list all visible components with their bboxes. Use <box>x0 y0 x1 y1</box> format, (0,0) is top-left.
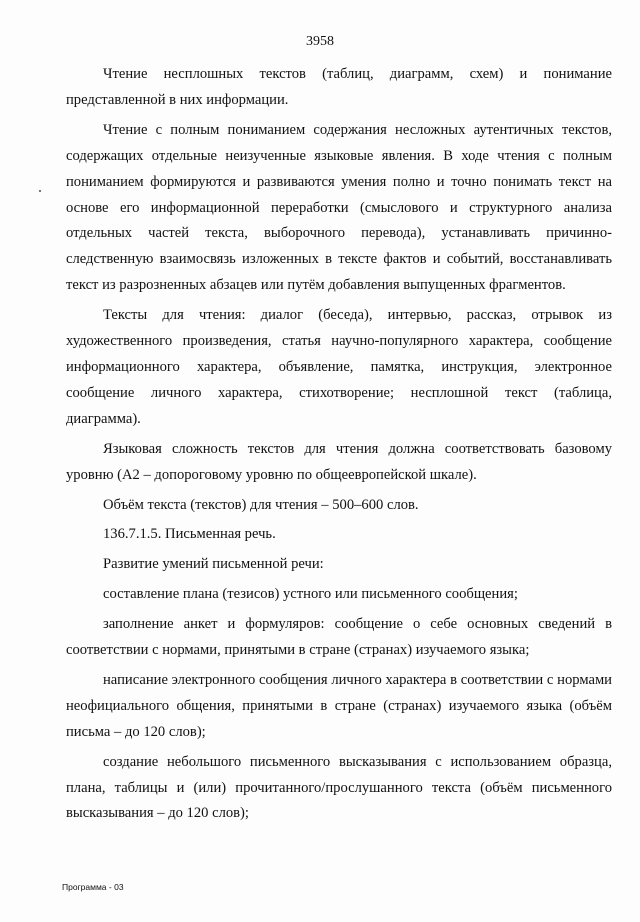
list-item-plan: составление плана (тезисов) устного или письменного сообщения; <box>103 586 518 603</box>
list-item-email: написание электронного сообщения личного характера в соответствии с нормами неофициального общения, принятыми в стране (странах) изучаемого языка (объём письма – до 120 слов); <box>66 671 612 740</box>
document-body <box>66 62 612 827</box>
section-heading-writing: 136.7.1.5. Письменная речь. <box>103 526 276 543</box>
paragraph-text-types: Тексты для чтения: диалог (беседа), интервью, рассказ, отрывок из художественного произведения, статья научно-популярного характера, сообщение информационного характера, объявление, памятка, инструкция, электронное сообщение личного характера, стихотворение; несплошной текст (таблица, диаграмма). <box>66 307 612 427</box>
paragraph-writing-skills: Развитие умений письменной речи: <box>103 556 324 573</box>
list-item-written-statement: создание небольшого письменного высказывания с использованием образца, плана, таблицы и (или) прочитанного/прослушанного текста (объём письменного высказывания – до 120 слов); <box>66 753 612 822</box>
paragraph-language-complexity: Языковая сложность текстов для чтения должна соответствовать базовому уровню (А2 – допороговому уровню по общеевропейской шкале). <box>66 440 612 483</box>
scan-speck <box>39 190 41 192</box>
list-item-forms: заполнение анкет и формуляров: сообщение о себе основных сведений в соответствии с нормами, принятыми в стране (странах) изучаемого языка; <box>66 616 612 659</box>
paragraph-full-comprehension: Чтение с полным пониманием содержания несложных аутентичных текстов, содержащих отдельные неизученные языковые явления. В ходе чтения с полным пониманием формируются и развиваются умения полно и точно понимать текст на основе его информационной переработки (смыслового и структурного анализа отдельных частей текста, выборочного перевода), устанавливать причинно-следственную взаимосвязь изложенных в тексте фактов и событий, восстанавливать текст из разрозненных абзацев или путём добавления выпущенных фрагментов. <box>66 121 612 294</box>
paragraph-text-volume: Объём текста (текстов) для чтения – 500–600 слов. <box>103 496 419 513</box>
footer-label: Программа - 03 <box>62 882 124 892</box>
page-number: 3958 <box>306 34 334 49</box>
paragraph-noncontinuous-texts: Чтение несплошных текстов (таблиц, диаграмм, схем) и понимание представленной в них информации. <box>66 66 612 108</box>
